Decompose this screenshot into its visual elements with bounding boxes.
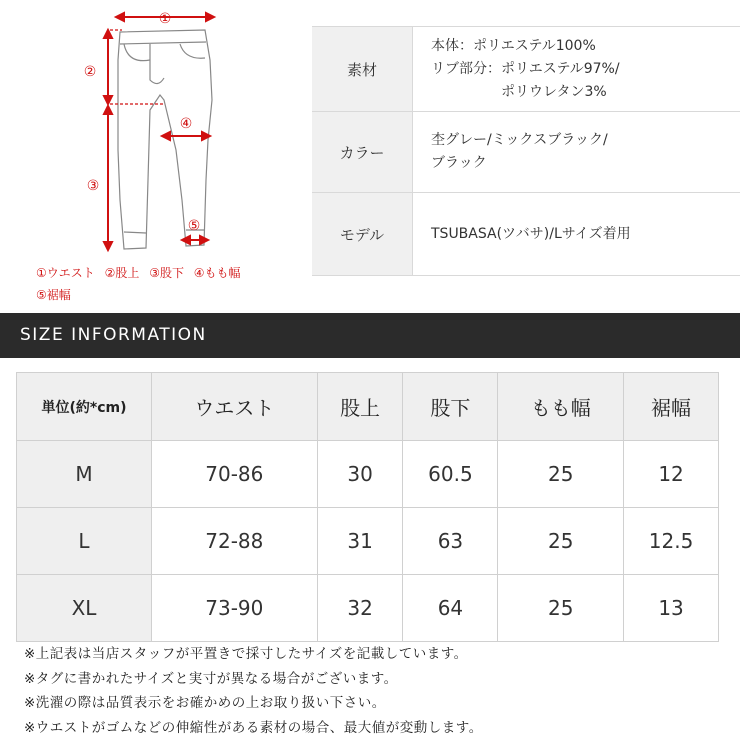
value-cell: 30: [317, 441, 403, 508]
notes: [24, 642, 483, 740]
value-cell: 70-86: [152, 441, 318, 508]
legend-rise: ②股上: [104, 266, 140, 280]
value-cell: 64: [403, 575, 498, 642]
size-table: [16, 372, 719, 642]
legend-inseam: ③股下: [149, 266, 184, 280]
value-cell: 73-90: [152, 575, 318, 642]
value-cell: 12.5: [624, 508, 719, 575]
value-cell: 13: [624, 575, 719, 642]
info-value: [413, 112, 740, 192]
value-cell: 72-88: [152, 508, 318, 575]
note-line: ※ウエストがゴムなどの伸縮性がある素材の場合、最大値が変動します。: [24, 719, 483, 736]
table-row: [17, 441, 719, 508]
size-info-banner: [0, 313, 740, 358]
header-waist: ウエスト: [152, 373, 318, 441]
header-unit: 単位(約*cm): [17, 373, 152, 441]
product-info-table: [312, 26, 740, 276]
size-table-header: [17, 373, 719, 441]
info-label: カラー: [312, 112, 413, 192]
legend-thigh: ④もも幅: [193, 266, 241, 280]
info-row-material: [312, 26, 740, 111]
size-cell: M: [17, 441, 152, 508]
table-row: [17, 575, 719, 642]
header-rise: 股上: [317, 373, 403, 441]
table-row: [17, 508, 719, 575]
value-cell: 60.5: [403, 441, 498, 508]
info-value: [413, 27, 740, 111]
value-cell: 31: [317, 508, 403, 575]
value-cell: 63: [403, 508, 498, 575]
measurement-legend: [36, 262, 247, 306]
info-row-color: [312, 111, 740, 192]
info-row-model: [312, 192, 740, 276]
value-cell: 25: [498, 441, 624, 508]
note-line: ※洗濯の際は品質表示をお確かめの上お取り扱い下さい。: [24, 695, 386, 711]
info-line: リブ部分：ポリエステル97%/: [431, 60, 620, 77]
value-cell: 12: [624, 441, 719, 508]
marker-4: ④: [179, 116, 193, 132]
marker-2: ②: [83, 64, 97, 80]
info-label: モデル: [312, 193, 413, 275]
marker-1: ①: [158, 11, 172, 27]
info-line: ポリウレタン3%: [431, 83, 607, 100]
pants-outline: [118, 30, 212, 249]
info-label: 素材: [312, 27, 413, 111]
size-cell: XL: [17, 575, 152, 642]
header-thigh: もも幅: [498, 373, 624, 441]
value-cell: 25: [498, 508, 624, 575]
banner-title: SIZE INFORMATION: [20, 325, 207, 345]
legend-waist: ①ウエスト: [36, 266, 95, 280]
info-line: 杢グレー/ミックスブラック/: [431, 132, 608, 148]
marker-3: ③: [86, 178, 100, 194]
note-line: ※タグに書かれたサイズと実寸が異なる場合がございます。: [24, 670, 398, 687]
info-value: [413, 193, 740, 275]
note-line: ※上記表は当店スタッフが平置きで採寸したサイズを記載しています。: [24, 646, 468, 662]
info-line: ブラック: [431, 155, 487, 171]
value-cell: 25: [498, 575, 624, 642]
legend-hem: ⑤裾幅: [36, 288, 71, 302]
info-line: 本体：ポリエステル100%: [431, 37, 596, 54]
info-line: TSUBASA(ツバサ)/Lサイズ着用: [431, 225, 631, 242]
size-cell: L: [17, 508, 152, 575]
header-inseam: 股下: [403, 373, 498, 441]
value-cell: 32: [317, 575, 403, 642]
marker-5: ⑤: [187, 218, 201, 234]
header-hem: 裾幅: [624, 373, 719, 441]
